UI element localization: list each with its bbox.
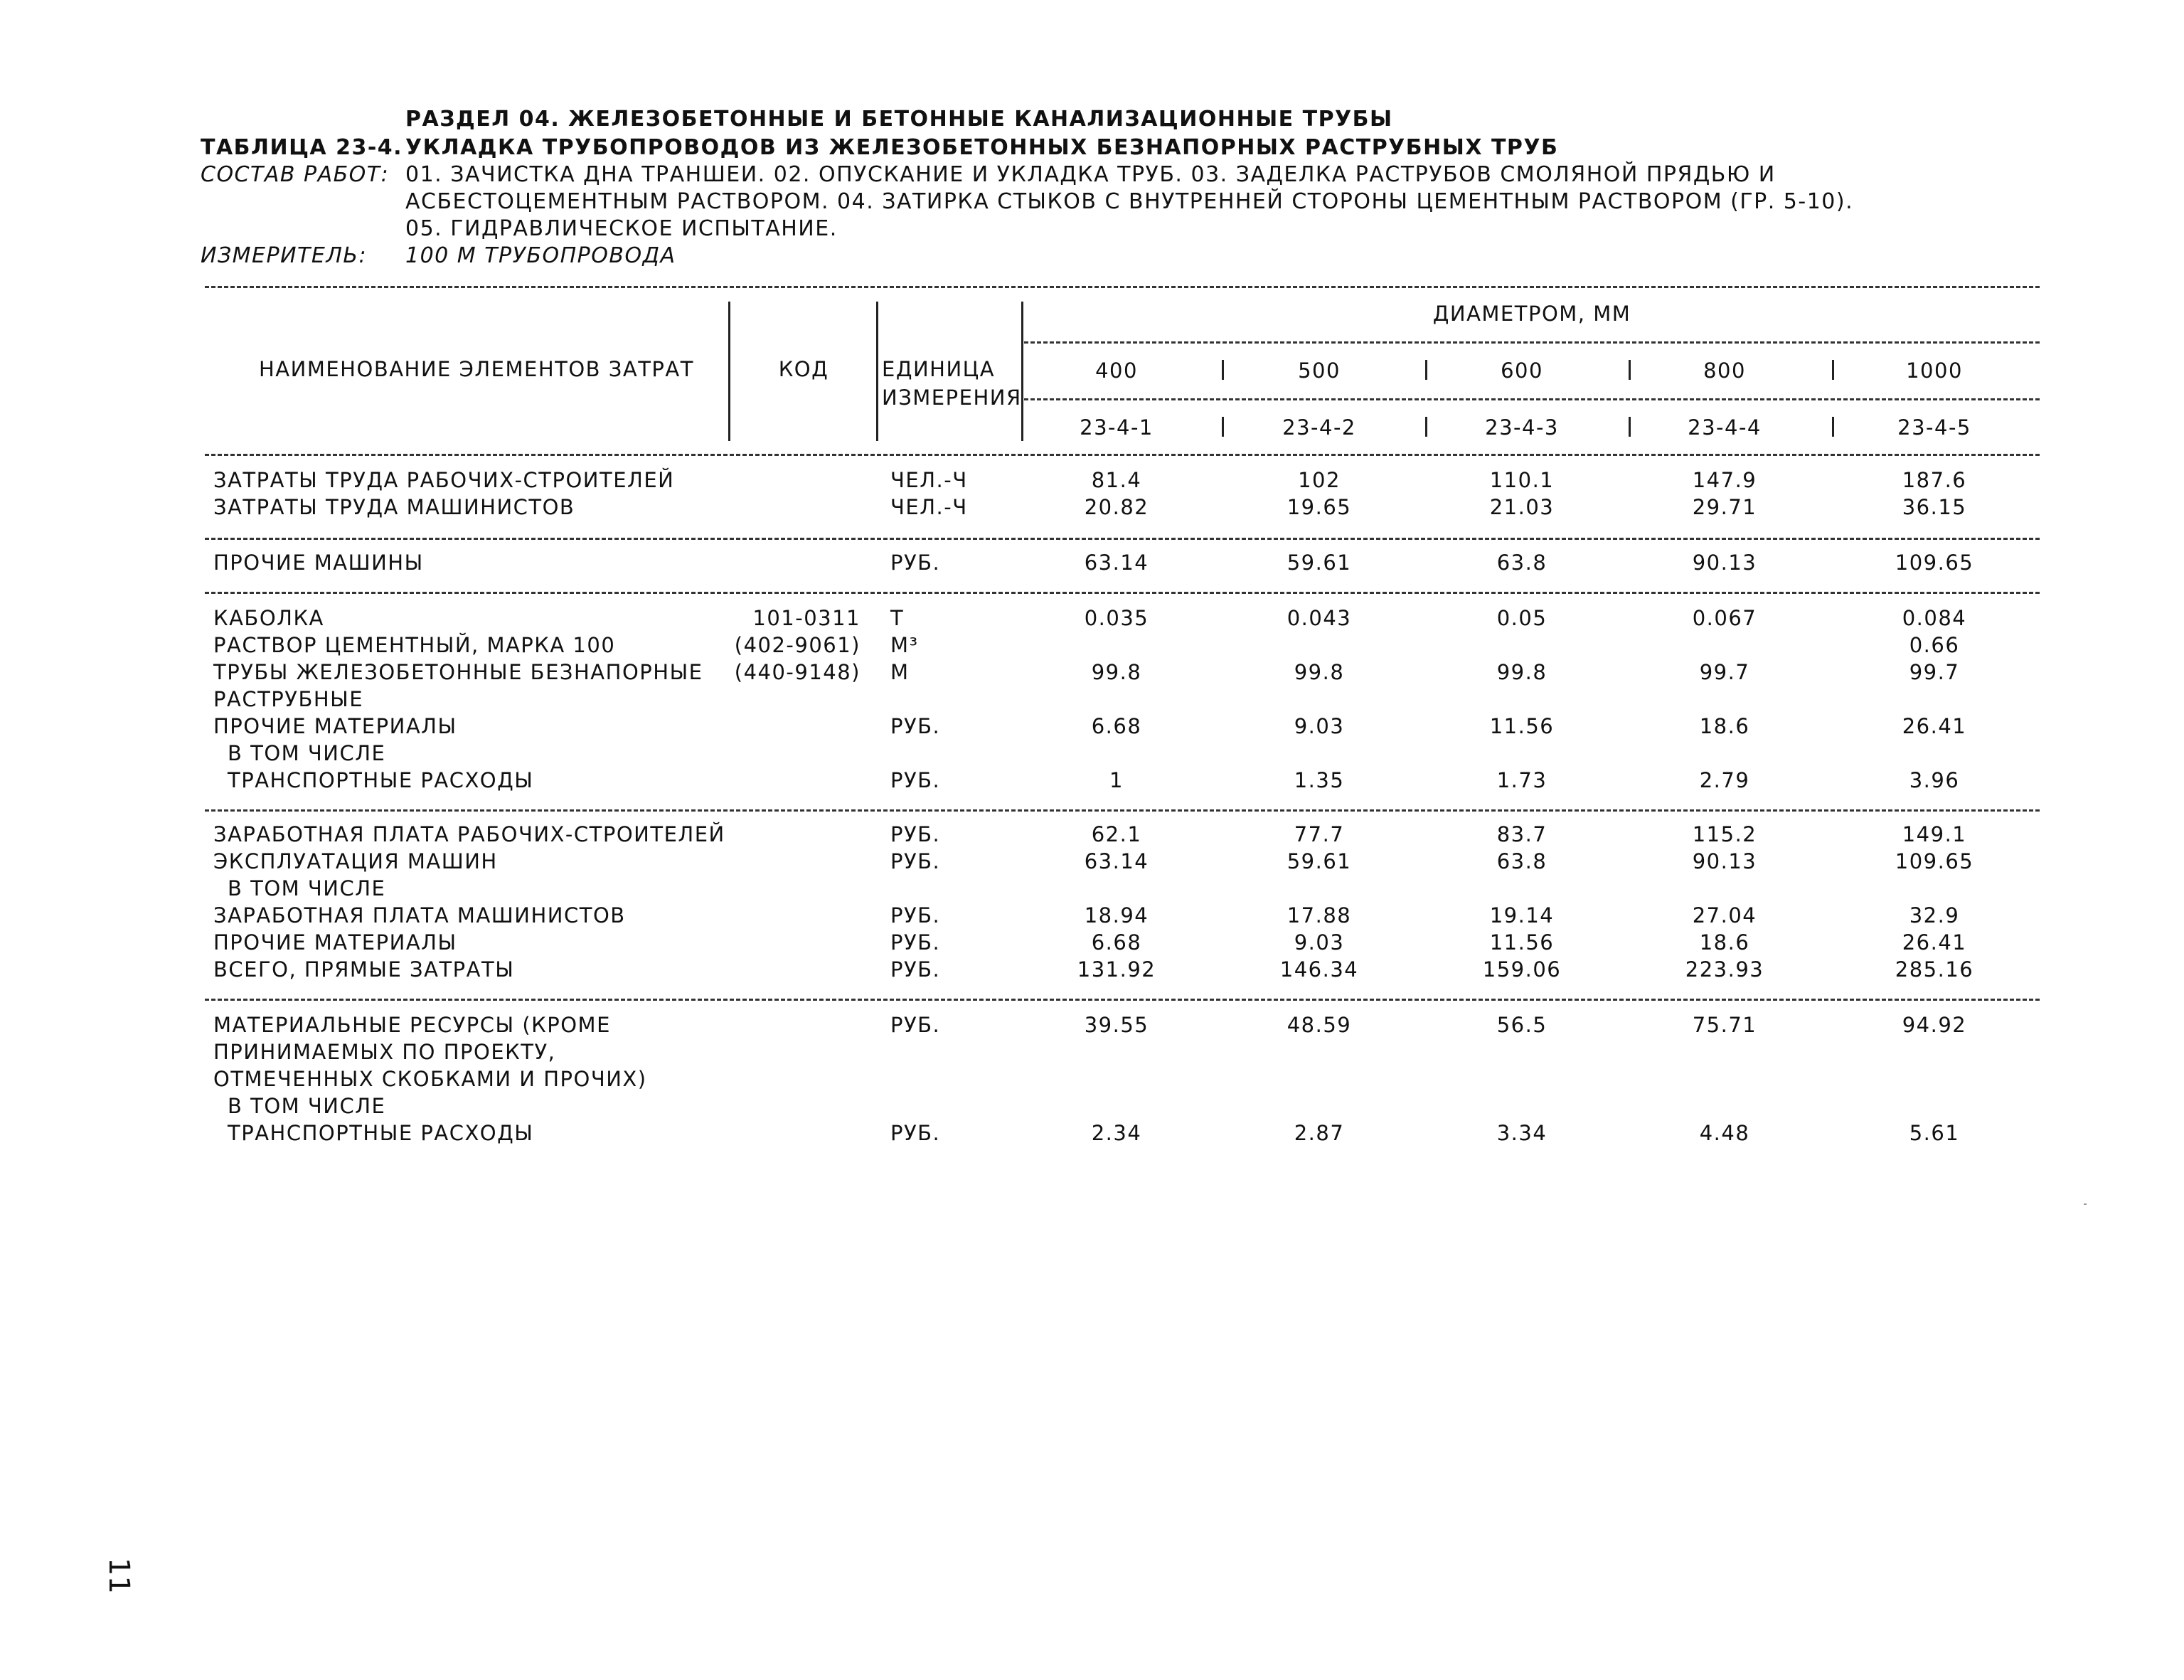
row-value: 26.41 <box>1902 714 1967 738</box>
row-value: 99.7 <box>1909 660 1960 684</box>
row-name: В ТОМ ЧИСЛЕ <box>228 1094 386 1118</box>
row-value: 0.043 <box>1287 606 1352 630</box>
row-value: 1 <box>1109 768 1124 792</box>
col-sep-values <box>1021 302 1023 441</box>
row-value: 110.1 <box>1489 468 1555 492</box>
table-label: ТАБЛИЦА 23-4. <box>201 135 403 160</box>
row-value: 77.7 <box>1294 822 1345 846</box>
row-unit: РУБ. <box>890 714 941 738</box>
row-name: ОТМЕЧЕННЫХ СКОБКАМИ И ПРОЧИХ) <box>213 1067 647 1091</box>
row-unit: РУБ. <box>890 930 941 955</box>
row-unit: РУБ. <box>890 768 941 792</box>
row-value: 0.084 <box>1902 606 1967 630</box>
diameter-header: 400 <box>1095 358 1138 383</box>
row-value: 90.13 <box>1692 551 1757 575</box>
diameter-header: 500 <box>1298 358 1341 383</box>
diameter-rule <box>1024 341 2040 344</box>
diameter-values-rule <box>1024 398 2040 400</box>
row-unit: Т <box>890 606 905 630</box>
row-name: ПРОЧИЕ МАТЕРИАЛЫ <box>213 930 457 955</box>
table-top-rule <box>205 286 2040 288</box>
row-value: 0.067 <box>1692 606 1757 630</box>
row-unit: РУБ. <box>890 957 941 982</box>
row-value: 4.48 <box>1699 1121 1750 1145</box>
row-name: РАСТРУБНЫЕ <box>213 687 364 711</box>
row-unit: ЧЕЛ.-Ч <box>890 468 968 492</box>
row-name: ВСЕГО, ПРЯМЫЕ ЗАТРАТЫ <box>213 957 515 982</box>
rate-code-header: 23-4-5 <box>1897 415 1971 440</box>
row-value: 18.6 <box>1699 714 1750 738</box>
row-value: 11.56 <box>1489 930 1555 955</box>
rate-code-header: 23-4-2 <box>1282 415 1356 440</box>
row-value: 94.92 <box>1902 1013 1967 1037</box>
row-value: 29.71 <box>1692 495 1757 519</box>
row-value: 99.8 <box>1294 660 1345 684</box>
col-sep-600-top <box>1425 360 1427 380</box>
group-rule-2 <box>205 592 2040 594</box>
row-value: 146.34 <box>1279 957 1359 982</box>
row-value: 3.96 <box>1909 768 1960 792</box>
row-value: 56.5 <box>1496 1013 1548 1037</box>
row-value: 99.7 <box>1699 660 1750 684</box>
row-name: МАТЕРИАЛЬНЫЕ РЕСУРСЫ (КРОМЕ <box>213 1013 611 1037</box>
col-head-diameter: ДИАМЕТРОМ, ММ <box>1432 302 1631 326</box>
row-unit: РУБ. <box>890 1121 941 1145</box>
col-sep-800-top <box>1629 360 1631 380</box>
row-value: 83.7 <box>1496 822 1548 846</box>
row-value: 20.82 <box>1084 495 1149 519</box>
row-value: 63.8 <box>1496 849 1548 873</box>
row-value: 17.88 <box>1287 903 1352 927</box>
row-value: 149.1 <box>1902 822 1967 846</box>
row-name: ПРОЧИЕ МАТЕРИАЛЫ <box>213 714 457 738</box>
row-value: 285.16 <box>1895 957 1974 982</box>
row-code: 101-0311 <box>752 606 861 630</box>
row-unit: М <box>890 660 910 684</box>
col-head-name: НАИМЕНОВАНИЕ ЭЛЕМЕНТОВ ЗАТРАТ <box>259 357 694 381</box>
col-head-unit-1: ЕДИНИЦА <box>882 357 996 381</box>
table-title: УКЛАДКА ТРУБОПРОВОДОВ ИЗ ЖЕЛЕЗОБЕТОННЫХ БЕЗНАПОРНЫХ РАСТРУБНЫХ ТРУБ <box>405 135 1559 160</box>
row-unit: М³ <box>890 633 919 657</box>
col-sep-600-bottom <box>1425 417 1427 437</box>
row-unit: РУБ. <box>890 551 941 575</box>
col-head-unit-2: ИЗМЕРЕНИЯ <box>882 386 1022 410</box>
row-value: 109.65 <box>1895 551 1974 575</box>
row-value: 59.61 <box>1287 551 1352 575</box>
row-value: 63.14 <box>1084 551 1149 575</box>
row-value: 187.6 <box>1902 468 1967 492</box>
rate-code-header: 23-4-4 <box>1688 415 1762 440</box>
scan-speck <box>2084 1203 2087 1205</box>
row-value: 75.71 <box>1692 1013 1757 1037</box>
row-value: 19.14 <box>1489 903 1555 927</box>
col-sep-500-bottom <box>1222 417 1224 437</box>
row-value: 90.13 <box>1692 849 1757 873</box>
row-unit: РУБ. <box>890 1013 941 1037</box>
row-name: ПРОЧИЕ МАШИНЫ <box>213 551 424 575</box>
row-name: РАСТВОР ЦЕМЕНТНЫЙ, МАРКА 100 <box>213 633 616 657</box>
work-label: СОСТАВ РАБОТ: <box>201 162 390 187</box>
row-value: 102 <box>1298 468 1341 492</box>
row-value: 27.04 <box>1692 903 1757 927</box>
row-unit: РУБ. <box>890 903 941 927</box>
rate-code-header: 23-4-3 <box>1485 415 1559 440</box>
group-rule-3 <box>205 809 2040 812</box>
row-value: 3.34 <box>1496 1121 1548 1145</box>
row-value: 131.92 <box>1077 957 1156 982</box>
row-code: (440-9148) <box>734 660 861 684</box>
work-line-3: 05. ГИДРАВЛИЧЕСКОЕ ИСПЫТАНИЕ. <box>405 216 838 241</box>
group-rule-4 <box>205 999 2040 1001</box>
work-line-2: АСБЕСТОЦЕМЕНТНЫМ РАСТВОРОМ. 04. ЗАТИРКА СТЫКОВ С ВНУТРЕННЕЙ СТОРОНЫ ЦЕМЕНТНЫМ РАСТВОРОМ (ГР. 5-10). <box>405 189 1854 214</box>
meter-value: 100 М ТРУБОПРОВОДА <box>405 243 676 268</box>
row-value: 18.94 <box>1084 903 1149 927</box>
row-name: КАБОЛКА <box>213 606 324 630</box>
row-value: 39.55 <box>1084 1013 1149 1037</box>
col-sep-500-top <box>1222 360 1224 380</box>
col-sep-800-bottom <box>1629 417 1631 437</box>
col-sep-code <box>728 302 730 441</box>
row-unit: РУБ. <box>890 822 941 846</box>
row-value: 0.05 <box>1496 606 1548 630</box>
section-title: РАЗДЕЛ 04. ЖЕЛЕЗОБЕТОННЫЕ И БЕТОННЫЕ КАНАЛИЗАЦИОННЫЕ ТРУБЫ <box>405 107 1393 132</box>
row-value: 223.93 <box>1685 957 1764 982</box>
row-name: ЗАРАБОТНАЯ ПЛАТА РАБОЧИХ-СТРОИТЕЛЕЙ <box>213 822 725 846</box>
row-value: 99.8 <box>1496 660 1548 684</box>
row-name: ЗАТРАТЫ ТРУДА МАШИНИСТОВ <box>213 495 575 519</box>
row-value: 0.035 <box>1084 606 1149 630</box>
table-head-rule <box>205 454 2040 456</box>
row-value: 63.14 <box>1084 849 1149 873</box>
row-value: 147.9 <box>1692 468 1757 492</box>
row-value: 1.73 <box>1496 768 1548 792</box>
row-name: ТРАНСПОРТНЫЕ РАСХОДЫ <box>228 1121 534 1145</box>
diameter-header: 800 <box>1703 358 1746 383</box>
row-value: 0.66 <box>1909 633 1960 657</box>
row-value: 2.79 <box>1699 768 1750 792</box>
row-value: 6.68 <box>1091 930 1142 955</box>
row-value: 48.59 <box>1287 1013 1352 1037</box>
row-value: 19.65 <box>1287 495 1352 519</box>
row-value: 62.1 <box>1091 822 1142 846</box>
row-name: ТРУБЫ ЖЕЛЕЗОБЕТОННЫЕ БЕЗНАПОРНЫЕ <box>213 660 703 684</box>
row-value: 63.8 <box>1496 551 1548 575</box>
work-line-1: 01. ЗАЧИСТКА ДНА ТРАНШЕИ. 02. ОПУСКАНИЕ И УКЛАДКА ТРУБ. 03. ЗАДЕЛКА РАСТРУБОВ СМОЛЯНОЙ ПРЯДЬЮ И <box>405 162 1776 187</box>
row-value: 99.8 <box>1091 660 1142 684</box>
row-value: 9.03 <box>1294 714 1345 738</box>
row-value: 32.9 <box>1909 903 1960 927</box>
page-number: 11 <box>102 1558 135 1594</box>
row-value: 21.03 <box>1489 495 1555 519</box>
row-value: 115.2 <box>1692 822 1757 846</box>
row-value: 6.68 <box>1091 714 1142 738</box>
row-name: ЭКСПЛУАТАЦИЯ МАШИН <box>213 849 498 873</box>
row-value: 59.61 <box>1287 849 1352 873</box>
row-value: 159.06 <box>1482 957 1562 982</box>
rate-code-header: 23-4-1 <box>1080 415 1154 440</box>
diameter-header: 600 <box>1501 358 1543 383</box>
row-value: 81.4 <box>1091 468 1142 492</box>
row-name: В ТОМ ЧИСЛЕ <box>228 876 386 900</box>
diameter-header: 1000 <box>1906 358 1963 383</box>
row-name: В ТОМ ЧИСЛЕ <box>228 741 386 765</box>
row-value: 2.87 <box>1294 1121 1345 1145</box>
row-value: 2.34 <box>1091 1121 1142 1145</box>
row-unit: РУБ. <box>890 849 941 873</box>
group-rule-1 <box>205 538 2040 540</box>
row-value: 18.6 <box>1699 930 1750 955</box>
col-sep-1000-top <box>1832 360 1834 380</box>
row-code: (402-9061) <box>734 633 861 657</box>
row-value: 5.61 <box>1909 1121 1960 1145</box>
row-value: 9.03 <box>1294 930 1345 955</box>
col-sep-1000-bottom <box>1832 417 1834 437</box>
row-value: 109.65 <box>1895 849 1974 873</box>
col-head-code: КОД <box>778 357 829 381</box>
row-value: 36.15 <box>1902 495 1967 519</box>
row-name: ТРАНСПОРТНЫЕ РАСХОДЫ <box>228 768 534 792</box>
row-name: ЗАТРАТЫ ТРУДА РАБОЧИХ-СТРОИТЕЛЕЙ <box>213 468 675 492</box>
col-sep-unit <box>876 302 878 441</box>
meter-label: ИЗМЕРИТЕЛЬ: <box>201 243 368 268</box>
row-name: ПРИНИМАЕМЫХ ПО ПРОЕКТУ, <box>213 1040 556 1064</box>
row-name: ЗАРАБОТНАЯ ПЛАТА МАШИНИСТОВ <box>213 903 626 927</box>
row-value: 26.41 <box>1902 930 1967 955</box>
row-unit: ЧЕЛ.-Ч <box>890 495 968 519</box>
row-value: 11.56 <box>1489 714 1555 738</box>
row-value: 1.35 <box>1294 768 1345 792</box>
